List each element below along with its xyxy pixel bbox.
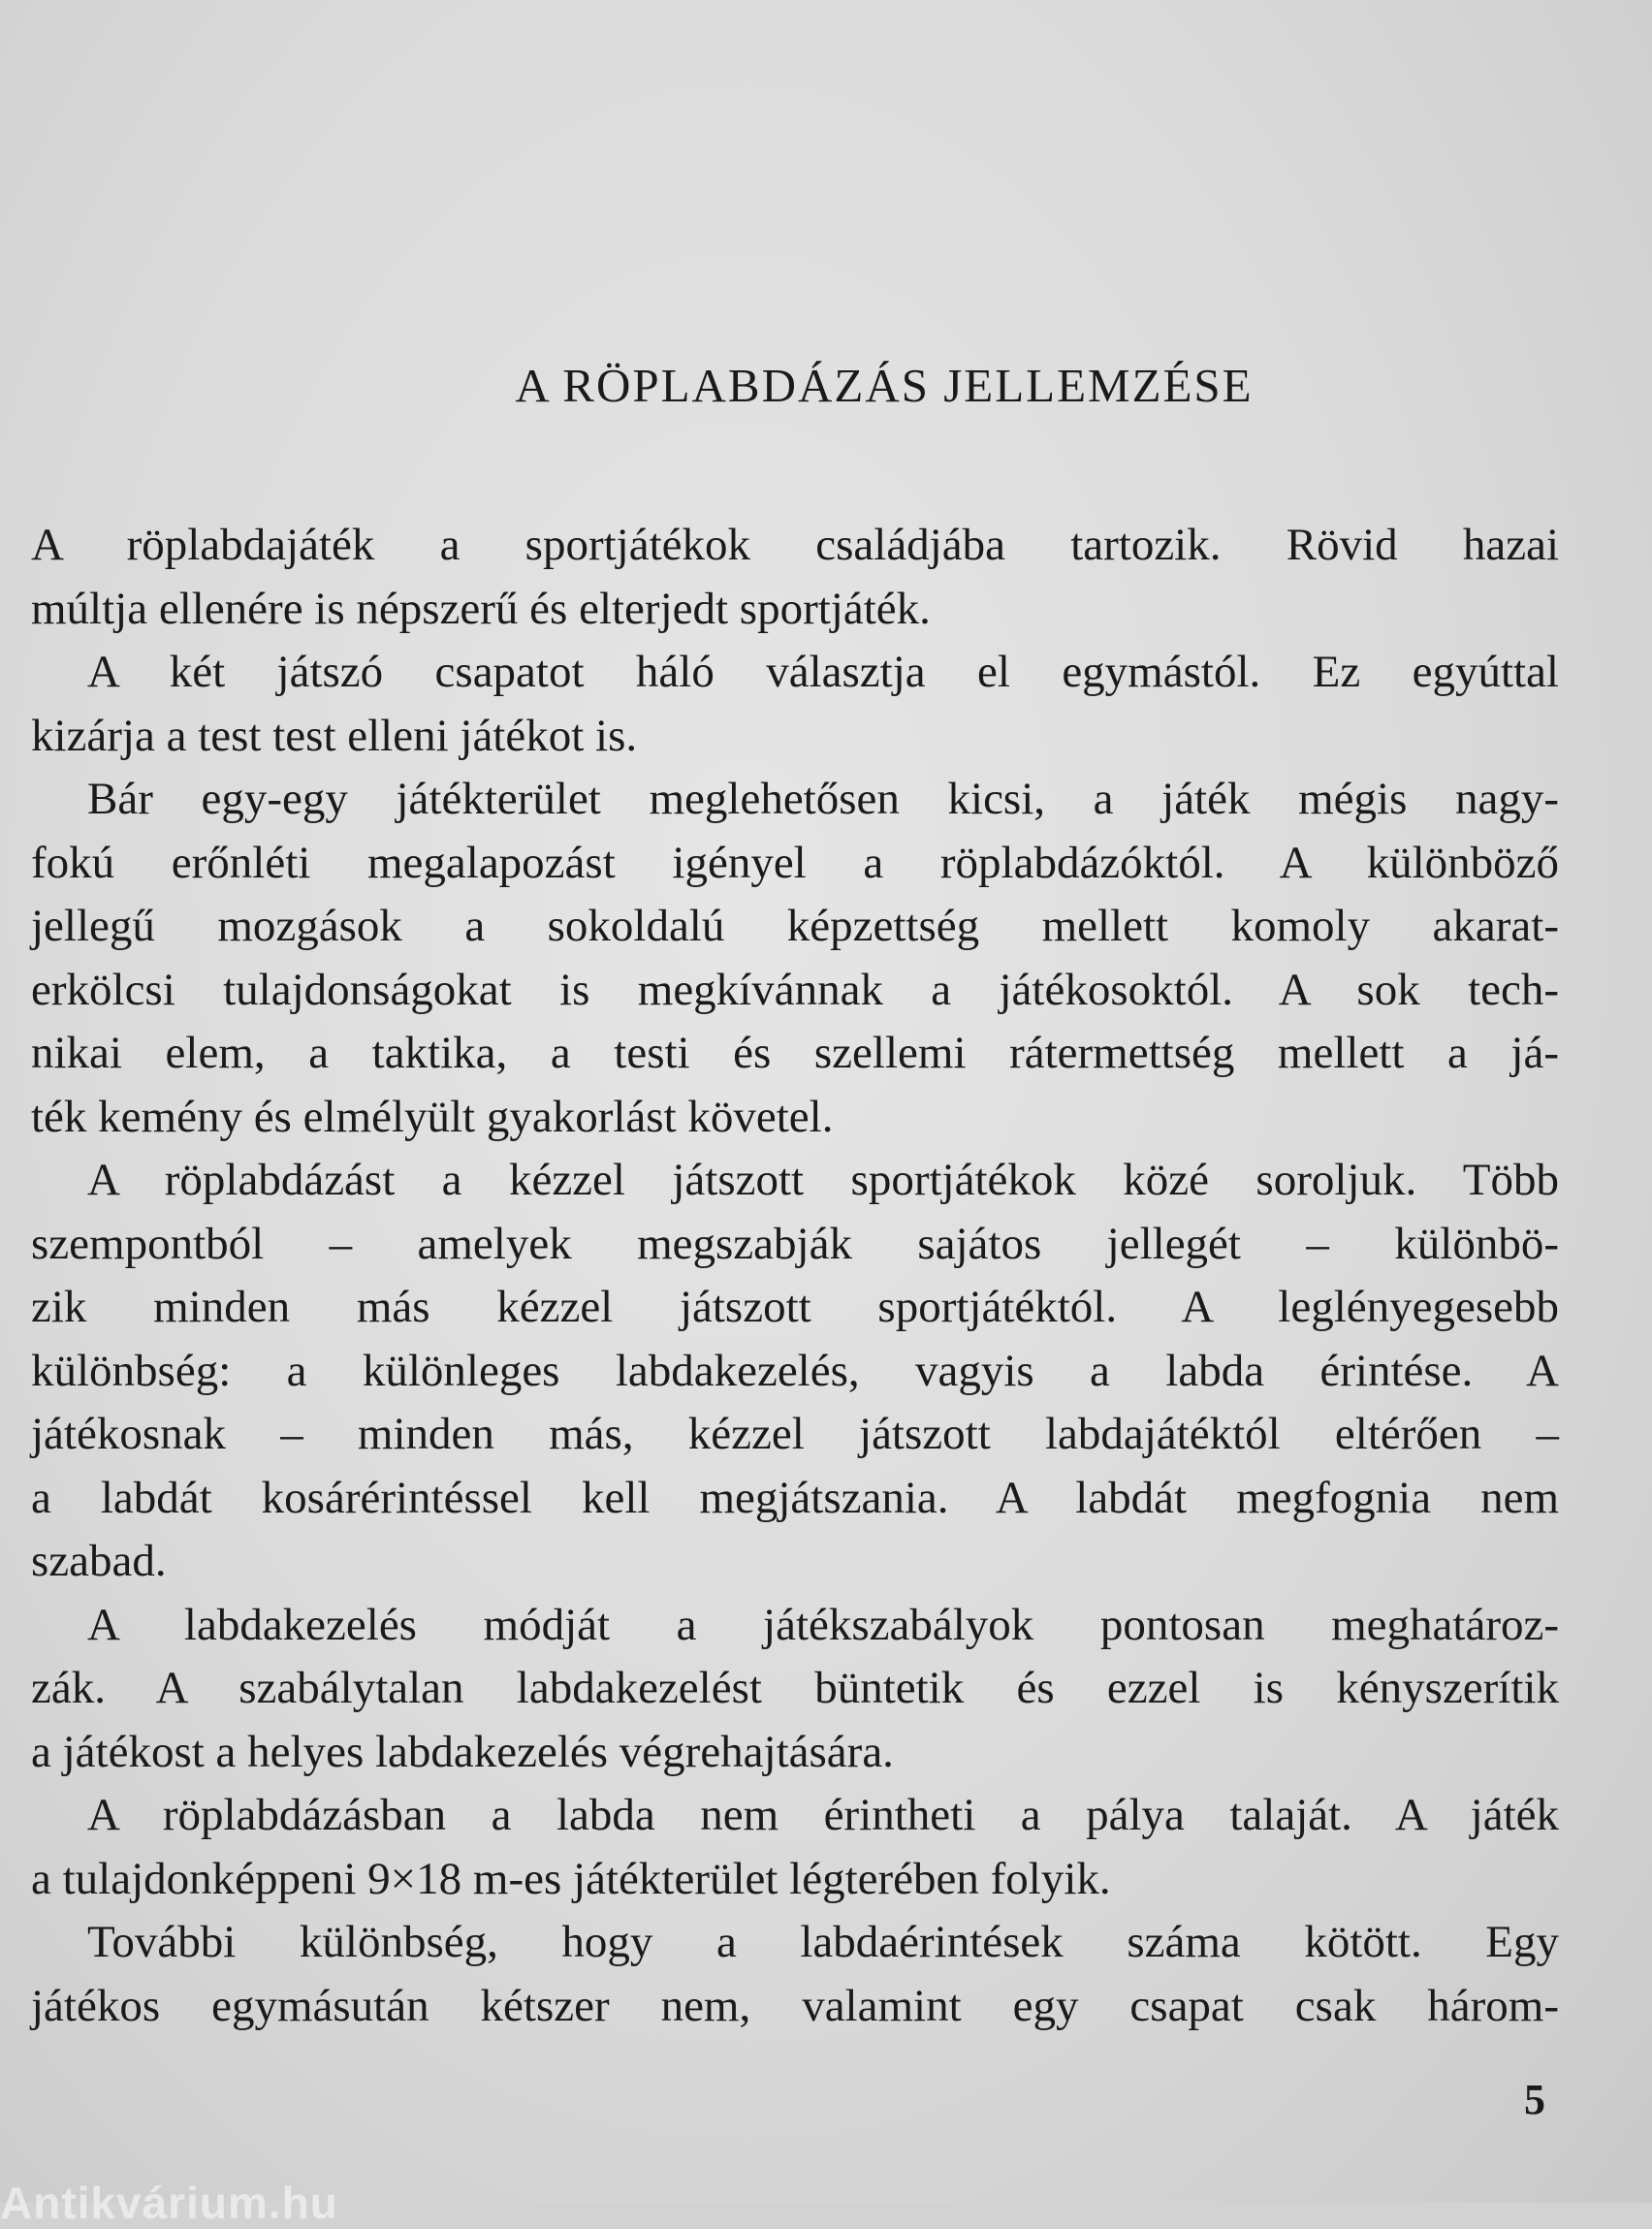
body-text xyxy=(31,514,1559,2038)
chapter-title: A RÖPLABDÁZÁS JELLEMZÉSE xyxy=(515,359,1254,412)
text-line: kizárja a test test elleni játékot is. xyxy=(31,710,638,761)
text-line: szempontból – amelyek megszabják sajátos jellegét – különbö- xyxy=(31,1218,1559,1269)
text-line: jellegű mozgások a sokoldalú képzettség mellett komoly akarat- xyxy=(31,901,1559,951)
text-line: játékos egymásután kétszer nem, valamint egy csapat csak három- xyxy=(31,1980,1559,2031)
text-line: a tulajdonképpeni 9×18 m-es játékterület légterében folyik. xyxy=(31,1853,1111,1904)
text-line: A labdakezelés módját a játékszabályok pontosan meghatároz- xyxy=(87,1599,1559,1650)
text-line: A két játszó csapatot háló választja el egymástól. Ez egyúttal xyxy=(87,647,1559,697)
text-line: Bár egy-egy játékterület meglehetősen kicsi, a játék mégis nagy- xyxy=(87,774,1559,824)
text-line: különbség: a különleges labdakezelés, vagyis a labda érintése. A xyxy=(31,1345,1559,1396)
text-line: játékosnak – minden más, kézzel játszott labdajátéktól eltérően – xyxy=(31,1409,1559,1459)
text-line: a játékost a helyes labdakezelés végrehajtására. xyxy=(31,1726,894,1777)
text-line: szabad. xyxy=(31,1536,167,1586)
text-line: További különbség, hogy a labdaérintések száma kötött. Egy xyxy=(87,1917,1559,1967)
page-number: 5 xyxy=(1524,2076,1545,2123)
text-line: A röplabdázást a kézzel játszott sportjátékok közé soroljuk. Több xyxy=(87,1155,1559,1205)
text-line: nikai elem, a taktika, a testi és szellemi rátermettség mellett a já- xyxy=(31,1028,1559,1078)
text-line: A röplabdajáték a sportjátékok családjába tartozik. Rövid hazai xyxy=(31,520,1559,570)
text-line: zák. A szabálytalan labdakezelést büntetik és ezzel is kényszerítik xyxy=(31,1663,1559,1713)
text-line: A röplabdázásban a labda nem érintheti a pálya talaját. A játék xyxy=(87,1790,1559,1840)
text-line: ték kemény és elmélyült gyakorlást követel. xyxy=(31,1091,834,1142)
text-line: múltja ellenére is népszerű és elterjedt sportjáték. xyxy=(31,583,931,634)
text-line: erkölcsi tulajdonságokat is megkívánnak a játékosoktól. A sok tech- xyxy=(31,964,1559,1015)
text-line: fokú erőnléti megalapozást igényel a röplabdázóktól. A különböző xyxy=(31,837,1559,888)
text-line: a labdát kosárérintéssel kell megjátszania. A labdát megfognia nem xyxy=(31,1472,1559,1523)
text-line: zik minden más kézzel játszott sportjátéktól. A leglényegesebb xyxy=(31,1282,1559,1332)
watermark: Antikvárium.hu xyxy=(0,2178,338,2228)
